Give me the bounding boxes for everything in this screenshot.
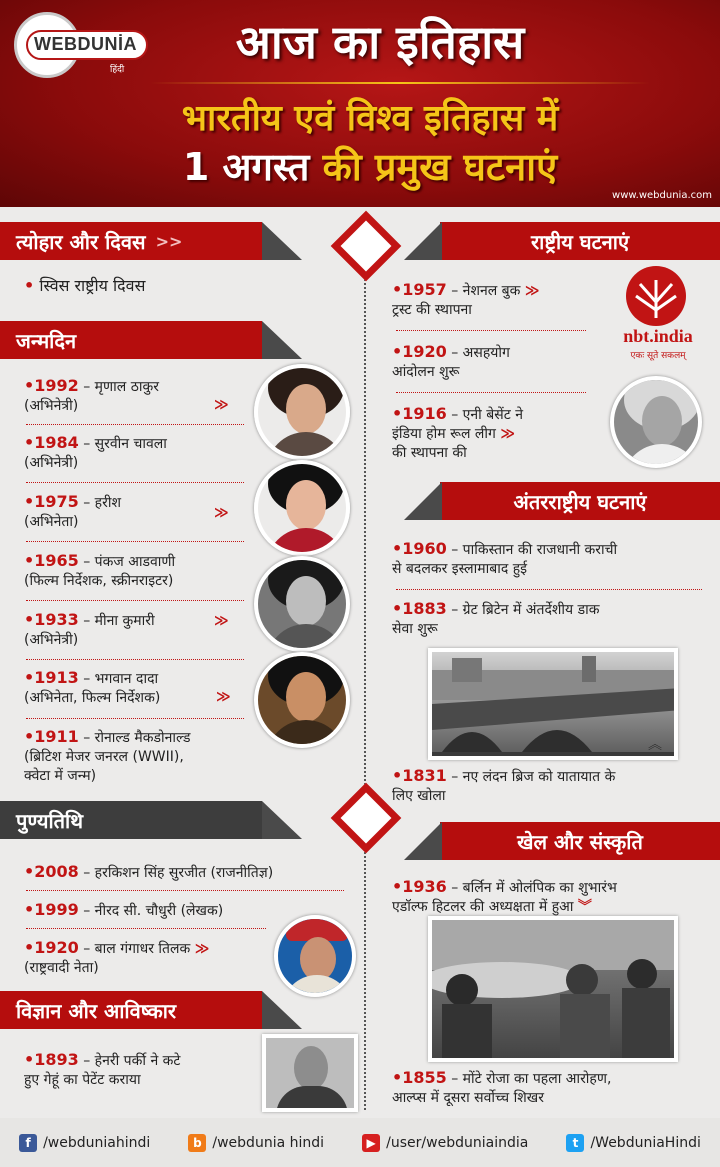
photo-face bbox=[294, 1046, 328, 1090]
bullet-icon: • bbox=[392, 766, 403, 785]
national-item[interactable] bbox=[392, 342, 602, 382]
portrait-body bbox=[266, 528, 346, 556]
national-text-3: की स्थापना की bbox=[392, 445, 467, 461]
subtitle-line2 bbox=[60, 140, 680, 192]
chevron-right-icon: ≫ bbox=[216, 689, 231, 705]
section-death-anniversaries-heading bbox=[0, 801, 262, 839]
portrait-face bbox=[286, 576, 326, 626]
section-national-title: राष्ट्रीय घटनाएं bbox=[530, 229, 630, 254]
sports-item[interactable] bbox=[392, 1068, 712, 1108]
portrait-meena-kumari[interactable] bbox=[254, 556, 350, 652]
portrait-face bbox=[286, 672, 326, 722]
twitter-handle: /WebduniaHindi bbox=[590, 1134, 701, 1151]
section-international-heading bbox=[440, 482, 720, 520]
national-text: – एनी बेसेंट ने bbox=[451, 407, 523, 423]
section-sports-heading bbox=[440, 822, 720, 860]
bullet-icon: • bbox=[392, 539, 403, 558]
birthday-role: (फिल्म निर्देशक, स्क्रीनराइटर) bbox=[24, 573, 174, 589]
separator bbox=[26, 659, 244, 660]
portrait-body bbox=[622, 444, 702, 468]
bullet-icon: • bbox=[392, 280, 403, 299]
birthday-item[interactable] bbox=[24, 551, 264, 591]
social-footer bbox=[0, 1118, 720, 1167]
death-name: – हरकिशन सिंह सुरजीत (राजनीतिज्ञ) bbox=[83, 865, 274, 881]
national-item[interactable] bbox=[392, 404, 602, 463]
death-name: – नीरद सी. चौधुरी (लेखक) bbox=[83, 903, 224, 919]
portrait-harish[interactable] bbox=[254, 460, 350, 556]
science-item[interactable] bbox=[24, 1050, 254, 1090]
section-birthdays-title: जन्मदिन bbox=[16, 328, 77, 353]
birthday-name: – सुरवीन चावला bbox=[83, 436, 167, 452]
separator bbox=[26, 928, 266, 929]
bullet-icon: • bbox=[392, 404, 403, 423]
bridge-illustration bbox=[432, 652, 678, 760]
bullet-icon: • bbox=[24, 1050, 35, 1069]
international-item[interactable] bbox=[392, 599, 712, 639]
death-item[interactable] bbox=[24, 862, 354, 883]
birthday-name: – मीना कुमारी bbox=[83, 613, 155, 629]
birthday-name: – हरीश bbox=[83, 495, 121, 511]
national-year: 1916 bbox=[402, 404, 447, 423]
portrait-annie-besant[interactable] bbox=[610, 376, 702, 468]
section-death-title: पुण्यतिथि bbox=[16, 808, 83, 833]
international-text-2: लिए खोला bbox=[392, 788, 446, 804]
separator bbox=[26, 718, 244, 719]
ribbon-tail bbox=[404, 482, 442, 520]
international-item[interactable] bbox=[392, 766, 712, 806]
death-item[interactable] bbox=[24, 938, 269, 978]
international-text-2: सेवा शुरू bbox=[392, 621, 438, 637]
chevron-down-icon: ︾ bbox=[577, 899, 592, 915]
photo-berlin-olympics[interactable] bbox=[428, 916, 678, 1062]
subtitle-line1: भारतीय एवं विश्व इतिहास में bbox=[181, 98, 559, 139]
portrait-mrunal-thakur[interactable] bbox=[254, 364, 350, 460]
national-year: 1920 bbox=[402, 342, 447, 361]
chevron-right-icon: ≫ bbox=[214, 613, 229, 629]
photo-body bbox=[276, 1086, 348, 1112]
birthday-year: 1984 bbox=[34, 433, 79, 452]
nbt-tagline: एकः सूते सकलम् bbox=[630, 351, 686, 361]
bullet-icon: • bbox=[24, 492, 35, 511]
portrait-body bbox=[266, 624, 346, 652]
portrait-bhagwan-dada[interactable] bbox=[254, 652, 350, 748]
diamond-ornament-top bbox=[331, 211, 402, 282]
science-text: – हेनरी पर्की ने कटे bbox=[83, 1053, 181, 1069]
chevron-right-icon: ≫ bbox=[214, 397, 229, 413]
bullet-icon: • bbox=[24, 862, 35, 881]
bullet-icon: • bbox=[24, 276, 35, 295]
youtube-link[interactable] bbox=[362, 1134, 528, 1152]
birthday-role: (ब्रिटिश मेजर जनरल (WWII), bbox=[24, 749, 184, 765]
nbt-logo-text: nbt.india bbox=[623, 326, 693, 346]
youtube-handle: /user/webduniaindia bbox=[386, 1134, 529, 1151]
national-text: – नेशनल बुक bbox=[451, 283, 521, 299]
death-year: 1999 bbox=[34, 900, 79, 919]
title-divider bbox=[150, 82, 650, 84]
section-science-title: विज्ञान और आविष्कार bbox=[16, 998, 177, 1023]
birthday-item[interactable] bbox=[24, 376, 254, 416]
portrait-body bbox=[266, 432, 346, 460]
twitter-icon: t bbox=[566, 1134, 584, 1152]
blog-link[interactable] bbox=[188, 1134, 324, 1152]
ribbon-tail bbox=[404, 822, 442, 860]
birthday-role: (अभिनेता, फिल्म निर्देशक) bbox=[24, 690, 161, 706]
twitter-link[interactable] bbox=[566, 1134, 700, 1152]
sports-year: 1855 bbox=[402, 1068, 447, 1087]
bullet-icon: • bbox=[392, 599, 403, 618]
national-year: 1957 bbox=[402, 280, 447, 299]
nbt-india-logo[interactable] bbox=[610, 264, 706, 360]
section-festivals-heading bbox=[0, 222, 262, 260]
international-year: 1960 bbox=[402, 539, 447, 558]
international-year: 1831 bbox=[402, 766, 447, 785]
facebook-link[interactable] bbox=[19, 1134, 150, 1152]
birthday-item[interactable] bbox=[24, 433, 254, 473]
bullet-icon: • bbox=[24, 900, 35, 919]
chevron-right-icon: ≫ bbox=[524, 283, 540, 299]
international-text: – नए लंदन ब्रिज को यातायात के bbox=[451, 769, 616, 785]
separator bbox=[26, 541, 244, 542]
birthday-item[interactable] bbox=[24, 727, 264, 786]
birthday-name: – भगवान दादा bbox=[83, 671, 159, 687]
international-text: – पाकिस्तान की राजधानी कराची bbox=[451, 542, 618, 558]
national-item[interactable] bbox=[392, 280, 602, 320]
site-url[interactable]: www.webdunia.com bbox=[612, 190, 712, 201]
international-text-2: से बदलकर इस्लामाबाद हुई bbox=[392, 561, 528, 577]
death-year: 2008 bbox=[34, 862, 79, 881]
section-birthdays-heading bbox=[0, 321, 262, 359]
portrait-tilak[interactable] bbox=[274, 915, 356, 997]
nbt-tree-icon bbox=[626, 266, 686, 326]
birthday-item[interactable] bbox=[24, 610, 254, 650]
olympics-illustration bbox=[432, 920, 678, 1062]
birthday-role: (अभिनेत्री) bbox=[24, 455, 79, 471]
portrait-body bbox=[266, 720, 346, 748]
sports-text-2: एडॉल्फ हिटलर की अध्यक्षता में हुआ bbox=[392, 899, 574, 915]
birthday-year: 1975 bbox=[34, 492, 79, 511]
section-science-heading bbox=[0, 991, 262, 1029]
section-festivals-title: त्योहार और दिवस bbox=[16, 229, 146, 254]
portrait-face bbox=[286, 480, 326, 530]
bullet-icon: • bbox=[24, 376, 35, 395]
separator bbox=[26, 600, 244, 601]
blog-handle: /webdunia hindi bbox=[212, 1134, 325, 1151]
sports-year: 1936 bbox=[402, 877, 447, 896]
national-text-2: आंदोलन शुरू bbox=[392, 364, 460, 380]
bullet-icon: • bbox=[392, 877, 403, 896]
section-international-title: अंतरराष्ट्रीय घटनाएं bbox=[513, 489, 647, 514]
facebook-handle: /webduniahindi bbox=[43, 1134, 151, 1151]
logo-text: WEBDUNİA bbox=[34, 34, 137, 54]
portrait-face bbox=[642, 396, 682, 446]
national-text: – असहयोग bbox=[451, 345, 510, 361]
sports-text: – बर्लिन में ओलंपिक का शुभारंभ bbox=[451, 880, 617, 896]
chevron-right-icon: ≫ bbox=[214, 505, 229, 521]
death-name: – बाल गंगाधर तिलक bbox=[83, 941, 191, 957]
international-item[interactable] bbox=[392, 539, 712, 579]
birthday-role: (अभिनेत्री) bbox=[24, 398, 79, 414]
bullet-icon: • bbox=[24, 610, 35, 629]
bullet-icon: • bbox=[392, 342, 403, 361]
birthday-place: क्वेटा में जन्म) bbox=[24, 768, 97, 784]
blogger-icon: b bbox=[188, 1134, 206, 1152]
webdunia-logo[interactable] bbox=[14, 12, 148, 78]
birthday-item[interactable] bbox=[24, 668, 259, 708]
bullet-icon: • bbox=[24, 433, 35, 452]
subtitle-date: 1 अगस्त bbox=[182, 145, 310, 189]
bullet-icon: • bbox=[24, 551, 35, 570]
sports-text-2: आल्प्स में दूसरा सर्वोच्च शिखर bbox=[392, 1090, 544, 1106]
chevron-up-icon: ︽ bbox=[648, 737, 662, 753]
sports-item[interactable] bbox=[392, 877, 712, 917]
separator bbox=[26, 890, 344, 891]
national-text-2: इंडिया होम रूल लीग bbox=[392, 426, 496, 442]
birthday-name: – रोनाल्ड मैकडोनाल्ड bbox=[83, 730, 191, 746]
death-role: (राष्ट्रवादी नेता) bbox=[24, 960, 99, 976]
international-year: 1883 bbox=[402, 599, 447, 618]
festival-item bbox=[24, 276, 145, 295]
facebook-icon: f bbox=[19, 1134, 37, 1152]
birthday-role: (अभिनेत्री) bbox=[24, 632, 79, 648]
section-sports-title: खेल और संस्कृति bbox=[517, 829, 643, 854]
sports-text: – मोंटे रोजा का पहला आरोहण, bbox=[451, 1071, 612, 1087]
photo-london-bridge[interactable] bbox=[428, 648, 678, 760]
science-text-2: हुए गेहूं का पेटेंट कराया bbox=[24, 1072, 141, 1088]
section-national-heading bbox=[440, 222, 720, 260]
logo-subtext: हिंदी bbox=[110, 65, 125, 75]
portrait-face bbox=[286, 384, 326, 434]
international-text: – ग्रेट ब्रिटेन में अंतर्देशीय डाक bbox=[451, 602, 600, 618]
birthday-year: 1911 bbox=[34, 727, 79, 746]
bullet-icon: • bbox=[24, 938, 35, 957]
birthday-name: – पंकज आडवाणी bbox=[83, 554, 176, 570]
center-divider-bottom bbox=[364, 840, 366, 1110]
separator bbox=[26, 424, 244, 425]
chevron-right-icon: ≫ bbox=[500, 426, 515, 442]
photo-henry-perky[interactable] bbox=[262, 1034, 358, 1112]
separator bbox=[396, 589, 702, 590]
separator bbox=[396, 392, 586, 393]
chevron-right-icon: >> bbox=[155, 231, 183, 251]
birthday-year: 1913 bbox=[34, 668, 79, 687]
header-banner bbox=[0, 0, 720, 207]
bullet-icon: • bbox=[392, 1068, 403, 1087]
ribbon-tail bbox=[404, 222, 442, 260]
bullet-icon: • bbox=[24, 727, 35, 746]
chevron-right-icon: ≫ bbox=[194, 941, 210, 957]
page-title: आज का इतिहास bbox=[235, 15, 525, 69]
national-text-2: ट्रस्ट की स्थापना bbox=[392, 302, 472, 318]
science-year: 1893 bbox=[34, 1050, 79, 1069]
separator bbox=[26, 482, 244, 483]
death-year: 1920 bbox=[34, 938, 79, 957]
birthday-year: 1933 bbox=[34, 610, 79, 629]
birthday-year: 1992 bbox=[34, 376, 79, 395]
birthday-item[interactable] bbox=[24, 492, 254, 532]
separator bbox=[396, 330, 586, 331]
subtitle-rest: की प्रमुख घटनाएं bbox=[322, 145, 558, 189]
festival-text: स्विस राष्ट्रीय दिवस bbox=[39, 276, 146, 295]
birthday-role: (अभिनेता) bbox=[24, 514, 79, 530]
diamond-ornament-bottom bbox=[331, 783, 402, 854]
youtube-icon: ▶ bbox=[362, 1134, 380, 1152]
birthday-year: 1965 bbox=[34, 551, 79, 570]
birthday-name: – मृणाल ठाकुर bbox=[83, 379, 159, 395]
center-divider-top bbox=[364, 268, 366, 788]
bullet-icon: • bbox=[24, 668, 35, 687]
tree-branches-icon bbox=[626, 266, 686, 326]
